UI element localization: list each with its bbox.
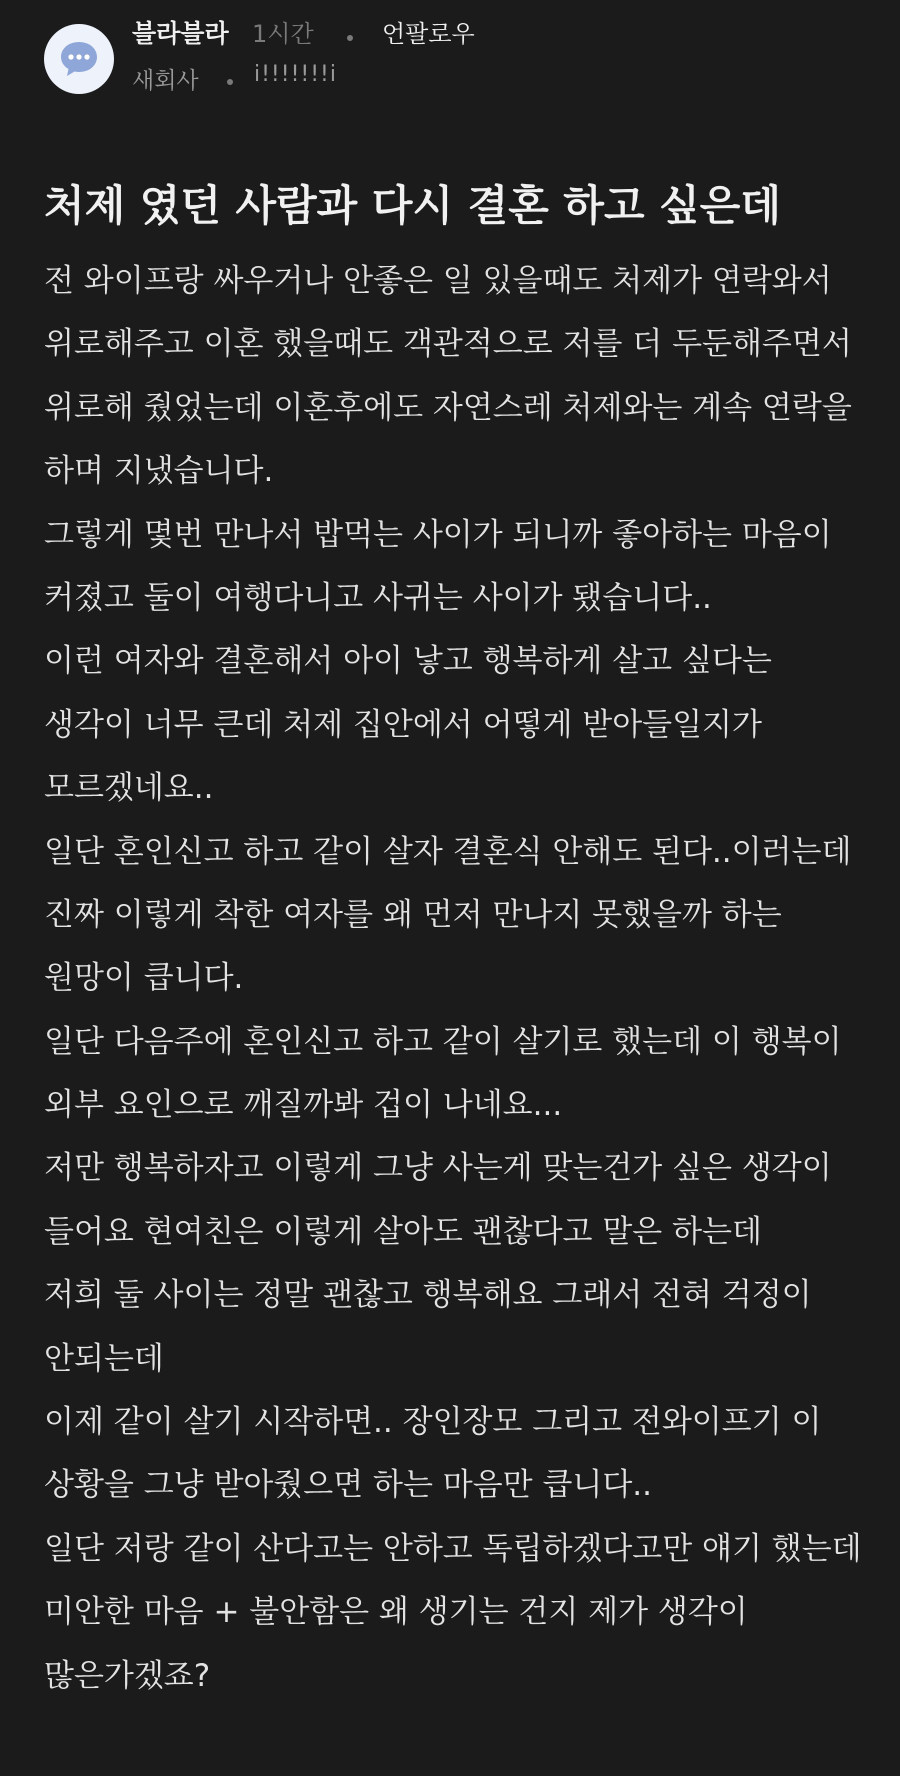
- post-body-line: 안되는데: [44, 1340, 164, 1377]
- post-body-line: 생각이 너무 큰데 처제 집안에서 어떻게 받아들일지가: [44, 706, 762, 743]
- post-body: [44, 250, 864, 1708]
- separator-dot: [227, 79, 233, 85]
- post-body-line: 커졌고 둘이 여행다니고 사귀는 사이가 됐습니다..: [44, 579, 712, 616]
- author-company: 새회사: [132, 68, 199, 94]
- unfollow-button[interactable]: 언팔로우: [382, 20, 475, 48]
- post-body-line: 진짜 이렇게 착한 여자를 왜 먼저 만나지 못했을까 하는: [44, 896, 782, 933]
- post-body-line: 이제 같이 살기 시작하면.. 장인장모 그리고 전와이프기 이: [44, 1404, 822, 1441]
- author-badge: i!!!!!!!i: [254, 62, 337, 87]
- avatar[interactable]: [44, 24, 114, 94]
- post-header: [0, 0, 900, 120]
- post-body-line: 위로해주고 이혼 했을때도 객관적으로 저를 더 두둔해주면서: [44, 326, 852, 363]
- separator-dot: [347, 35, 353, 41]
- post-body-line: 하며 지냈습니다.: [44, 453, 274, 490]
- post-body-line: 들어요 현여친은 이렇게 살아도 괜찮다고 말은 하는데: [44, 1213, 762, 1250]
- post-body-line: 전 와이프랑 싸우거나 안좋은 일 있을때도 처제가 연락와서: [44, 263, 832, 299]
- post-body-line: 일단 혼인신고 하고 같이 살자 결혼식 안해도 된다..이러는데: [44, 833, 852, 870]
- post-body-line: 저만 행복하자고 이렇게 그냥 사는게 맞는건가 싶은 생각이: [44, 1150, 832, 1187]
- post-body-line: 저희 둘 사이는 정말 괜찮고 행복해요 그래서 전혀 걱정이: [44, 1277, 812, 1314]
- post-body-line: 일단 다음주에 혼인신고 하고 같이 살기로 했는데 이 행복이: [44, 1023, 842, 1060]
- post-body-line: 이런 여자와 결혼해서 아이 낳고 행복하게 살고 싶다는: [44, 643, 772, 680]
- post-body-line: 미안한 마음 + 불안함은 왜 생기는 건지 제가 생각이: [44, 1594, 748, 1631]
- post-body-line: 위로해 줬었는데 이혼후에도 자연스레 처제와는 계속 연락을: [44, 389, 852, 426]
- speech-bubble-icon: [56, 36, 102, 82]
- post-body-line: 일단 저랑 같이 산다고는 안하고 독립하겠다고만 얘기 했는데: [44, 1530, 862, 1567]
- post-title: 처제 였던 사람과 다시 결혼 하고 싶은데: [44, 181, 781, 230]
- post-time: 1시간: [252, 20, 314, 48]
- post-body-line: 많은가겠죠?: [44, 1657, 211, 1694]
- post-body-line: 외부 요인으로 깨질까봐 겁이 나네요...: [44, 1087, 563, 1124]
- post-body-line: 모르겠네요..: [44, 770, 214, 807]
- post-body-line: 상황을 그냥 받아줬으면 하는 마음만 큽니다..: [44, 1467, 653, 1504]
- post-body-line: 그렇게 몇번 만나서 밥먹는 사이가 되니까 좋아하는 마음이: [44, 516, 832, 553]
- author-name[interactable]: 블라블라: [132, 19, 229, 48]
- post-body-line: 원망이 큽니다.: [44, 960, 244, 997]
